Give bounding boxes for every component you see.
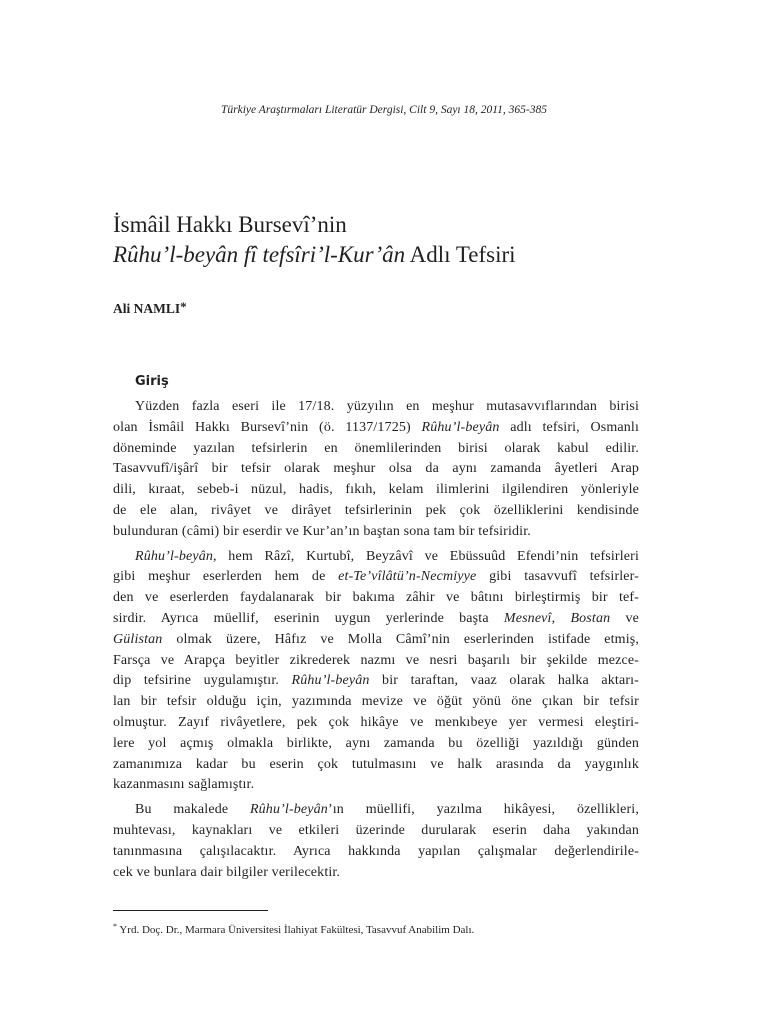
section-heading: Giriş [135, 374, 169, 389]
author-name [113, 299, 187, 317]
text-line [113, 671, 639, 692]
text-segment: Farsça ve Arapça beyitler zikrederek nazmı ve nesri başarılı bir şekilde mezce- [113, 652, 639, 668]
text-segment: gibi meşhur eserlerden hem de [113, 569, 339, 585]
text-segment: de ele alan, rivâyet ve dirâyet tefsirlerinin pek çok özelliklerini kendisinde [113, 502, 639, 518]
text-line [113, 775, 639, 796]
text-segment: ’ın müellifi, yazılma hikâyesi, özellikleri, [327, 802, 639, 818]
paragraph-1 [113, 397, 639, 543]
text-segment: , hem Râzî, Kurtubî, Beyzâvî ve Ebüssuûd Efendi’nin tefsirleri [213, 548, 639, 564]
text-segment: sirdir. Ayrıca müellif, eserinin uygun yerlerinde başta [113, 610, 504, 626]
text-line [113, 480, 639, 501]
text-line [113, 734, 639, 755]
text-line [113, 588, 639, 609]
text-line [113, 439, 639, 460]
text-segment: tanınmasına çalışılacaktır. Ayrıca hakkında yapılan çalışmalar değerlendirile- [113, 843, 639, 859]
footnote-mark: * [113, 922, 117, 931]
text-line [113, 459, 639, 480]
footnote [113, 922, 474, 936]
text-segment: cek ve bunlara dair bilgiler verilecektir. [113, 864, 341, 880]
paragraph-2 [113, 547, 639, 797]
text-segment: olan İsmâil Hakkı Bursevî’nin (ö. 1137/1725) [113, 419, 422, 435]
text-segment: kazanmasını sağlamıştır. [113, 777, 255, 793]
text-line [113, 821, 639, 842]
text-segment: gibi tasavvufî tefsirler- [476, 569, 639, 585]
title-line-2 [113, 240, 673, 270]
text-line [113, 567, 639, 588]
title-line-2-rest: Adlı Tefsiri [405, 242, 516, 267]
italic-segment: Rûhu’l-beyân [249, 802, 328, 818]
text-line [113, 630, 639, 651]
footnote-text: Yrd. Doç. Dr., Marmara Üniversitesi İlahiyat Fakültesi, Tasavvuf Anabilim Dalı. [117, 924, 475, 936]
italic-segment: Bostan [570, 610, 611, 626]
text-line [113, 800, 639, 821]
text-segment: , [551, 610, 571, 626]
text-line [113, 755, 639, 776]
title-work-name: Rûhu’l-beyân fî tefsîri’l-Kur’ân [113, 242, 406, 267]
text-line [113, 863, 639, 884]
body-text [113, 397, 639, 883]
text-segment: adlı tefsiri, Osmanlı [499, 419, 639, 435]
italic-segment: Rûhu’l-beyân [135, 548, 213, 564]
article-title [113, 210, 673, 270]
text-segment: muhtevası, kaynakları ve etkileri üzerinde durularak eserin daha yakından [113, 822, 639, 838]
text-line [113, 713, 639, 734]
text-line [113, 501, 639, 522]
italic-segment: Gülistan [113, 631, 163, 647]
italic-segment: Rûhu’l-beyân [421, 419, 500, 435]
text-segment: zamanımıza kadar bu eserin çok tutulmasını ve halk arasında da yaygınlık [113, 756, 639, 772]
text-line [113, 842, 639, 863]
text-line [113, 651, 639, 672]
italic-segment: Mesnevî [503, 610, 552, 626]
text-segment: lere yol açmış olmakla birlikte, aynı zamanda bu özelliği yazıldığı günden [113, 735, 639, 751]
author-footnote-mark: * [180, 299, 187, 314]
text-line [113, 547, 639, 568]
italic-segment: et-Te’vîlâtü’n-Necmiyye [338, 569, 477, 585]
text-segment: bulunduran (câmi) bir eserdir ve Kur’an’ın baştan sona tam bir tefsiridir. [113, 523, 531, 539]
author-name-text: Ali NAMLI [113, 301, 181, 316]
text-line [113, 397, 639, 418]
text-segment: den ve eserlerden faydalanarak bir bakıma zâhir ve bâtını birleştirmiş bir tef- [113, 590, 639, 606]
text-segment: Yüzden fazla eseri ile 17/18. yüzyılın en meşhur mutasavvıflarından birisi [135, 399, 639, 414]
text-line [113, 609, 639, 630]
text-line [113, 692, 639, 713]
title-line-1: İsmâil Hakkı Bursevî’nin [113, 212, 347, 237]
text-segment: olmak üzere, Hâfız ve Molla Câmî’nin eserlerinden istifade etmiş, [162, 631, 639, 647]
paragraph-3 [113, 800, 639, 883]
italic-segment: Rûhu’l-beyân [291, 673, 370, 689]
text-line [113, 418, 639, 439]
text-segment: dip tefsirine uygulamıştır. [113, 673, 292, 689]
text-segment: lan bir tefsir olduğu için, yazımında mevize ve öğüt yönü öne çıkan bir tefsir [113, 694, 639, 710]
text-segment: döneminde yazılan tefsirlerin en önemlilerinden birisi olarak kabul edilir. [113, 440, 639, 456]
text-line [113, 522, 639, 543]
running-head: Türkiye Araştırmaları Literatür Dergisi, Cilt 9, Sayı 18, 2011, 365-385 [221, 104, 547, 116]
text-segment: ve [610, 610, 639, 626]
text-segment: Bu makalede [135, 802, 250, 818]
footnote-divider [113, 910, 268, 911]
text-segment: olmuştur. Zayıf rivâyetlere, pek çok hikâye ve menkıbeye yer vermesi eleştiri- [113, 714, 639, 730]
text-segment: Tasavvufî/işârî bir tefsir olarak meşhur olsa da aynı zamanda âyetleri Arap [113, 461, 639, 477]
text-segment: dili, kıraat, sebeb-i nüzul, hadis, fıkıh, kelam ilimlerini ilgilendiren yönleriyle [113, 482, 639, 498]
text-segment: bir taraftan, vaaz olarak halka aktarı- [369, 673, 639, 689]
